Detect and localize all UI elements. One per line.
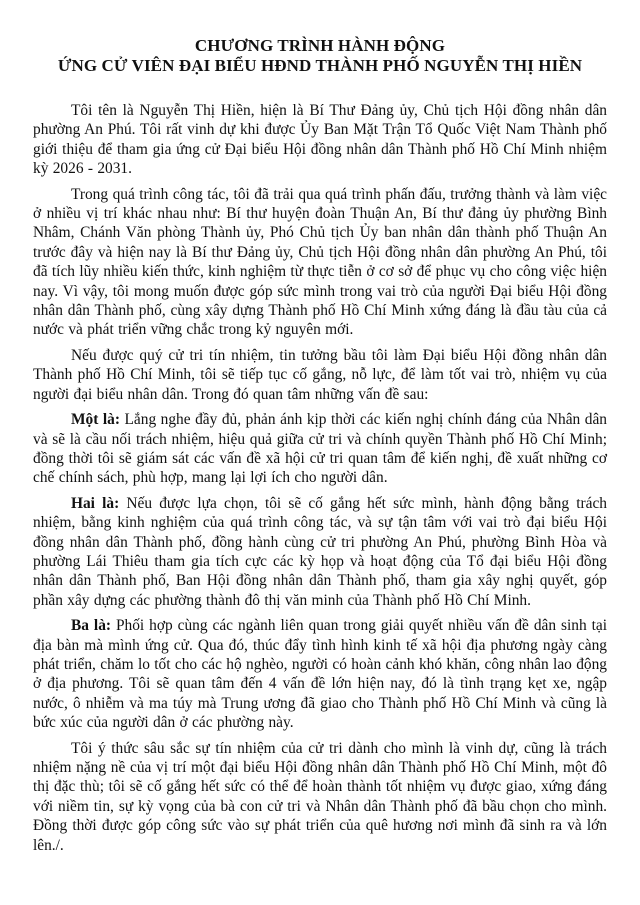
paragraph: Ba là: Phối hợp cùng các ngành liên quan trong giải quyết nhiều vấn đề dân sinh tại địa bàn mà mình ứng cử. Qua đó, thúc đẩy tình hình kinh tế xã hội địa phương ngày càng phát triển, chăm lo tốt cho các hộ nghèo, người có hoàn cảnh khó khăn, công nhân lao động ở địa phương. Tôi sẽ quan tâm đến 4 vấn đề lớn hiện nay, đó là tình trạng kẹt xe, ngập nước, ô nhiễm và ma túy mà Trung ương đã giao cho Thành phố Hồ Chí Minh và cũng là bức xúc của người dân ở các phường này. xyxy=(33,617,607,732)
paragraph: Trong quá trình công tác, tôi đã trải qua quá trình phấn đấu, trưởng thành và làm việc ở nhiều vị trí khác nhau như: Bí thư huyện đoàn Thuận An, Bí thư đảng ủy phường Bình Nhâm, Chánh Văn phòng Thành ủy, Phó Chủ tịch Ủy ban nhân dân thành phố Thuận An trước đây và hiện nay là Bí thư Đảng ủy, Chủ tịch Hội đồng nhân dân phường An Phú, tôi đã tích lũy nhiều kiến thức, kinh nghiệm từ thực tiễn ở cơ sở để phục vụ cho công việc hiện nay. Vì vậy, tôi mong muốn được góp sức mình trong vai trò của người Đại biểu Hội đồng nhân dân Thành phố, cùng xây dựng Thành phố Hồ Chí Minh xứng đáng là đầu tàu của cả nước và phát triển vững chắc trong kỷ nguyên mới. xyxy=(33,185,607,339)
document-title-line2: ỨNG CỬ VIÊN ĐẠI BIỂU HĐND THÀNH PHỐ NGUYỄN THỊ HIỀN xyxy=(57,56,583,75)
paragraph-lead: Ba là: xyxy=(71,617,112,635)
paragraph: Nếu được quý cử tri tín nhiệm, tin tưởng bầu tôi làm Đại biểu Hội đồng nhân dân Thành phố Hồ Chí Minh, tôi sẽ tiếp tục cố gắng, nỗ lực, để làm tốt vai trò, nhiệm vụ của người đại biểu nhân dân. Trong đó quan tâm những vấn đề sau: xyxy=(33,346,607,403)
paragraph-lead: Hai là: xyxy=(71,494,120,512)
paragraph: Một là: Lắng nghe đầy đủ, phản ánh kịp thời các kiến nghị chính đáng của Nhân dân và sẽ là cầu nối trách nhiệm, hiệu quả giữa cử tri và chính quyền Thành phố Hồ Chí Minh; đồng thời tôi sẽ giám sát các vấn đề xã hội cử tri quan tâm để kiến nghị, đề xuất những cơ chế chính sách, phù hợp, mang lại lợi ích cho người dân. xyxy=(33,411,607,487)
document-title xyxy=(33,36,607,76)
document-title-line1: CHƯƠNG TRÌNH HÀNH ĐỘNG xyxy=(194,36,446,55)
paragraph: Tôi tên là Nguyễn Thị Hiền, hiện là Bí Thư Đảng ủy, Chủ tịch Hội đồng nhân dân phường An Phú. Tôi rất vinh dự khi được Ủy Ban Mặt Trận Tổ Quốc Việt Nam Thành phố giới thiệu để tham gia ứng cử Đại biểu Hội đồng nhân dân Thành phố Hồ Chí Minh nhiệm kỳ 2026 - 2031. xyxy=(33,102,607,178)
paragraph-lead: Một là: xyxy=(71,411,120,429)
paragraphs xyxy=(33,101,607,855)
paragraph: Tôi ý thức sâu sắc sự tín nhiệm của cử tri dành cho mình là vinh dự, cũng là trách nhiệm nặng nề của vị trí một đại biểu Hội đồng nhân dân Thành phố Hồ Chí Minh, một đô thị đặc thù; tôi sẽ cố gắng hết sức có thể để hoàn thành tốt nhiệm vụ được giao, xứng đáng với niềm tin, sự kỳ vọng của bà con cử tri và Nhân dân Thành phố đã bầu chọn cho mình. Đồng thời được góp công sức vào sự phát triển của quê hương nơi mình đã sinh ra và lớn lên./. xyxy=(33,739,607,854)
paragraph: Hai là: Nếu được lựa chọn, tôi sẽ cố gắng hết sức mình, hành động bằng trách nhiệm, bằng kinh nghiệm của quá trình công tác, và sự tận tâm với vai trò đại biểu Hội đồng nhân dân Thành phố, đồng hành cùng cử tri phường An Phú, phường Bình Hòa và phường Lái Thiêu tham gia tích cực các kỳ họp và hoạt động của Tổ đại biểu Hội đồng nhân dân Thành phố, Ban Hội đồng nhân dân Thành phố, tham gia xây nghị quyết, góp phần xây dựng các phường thành đô thị văn minh của Thành phố Hồ Chí Minh. xyxy=(33,494,607,609)
